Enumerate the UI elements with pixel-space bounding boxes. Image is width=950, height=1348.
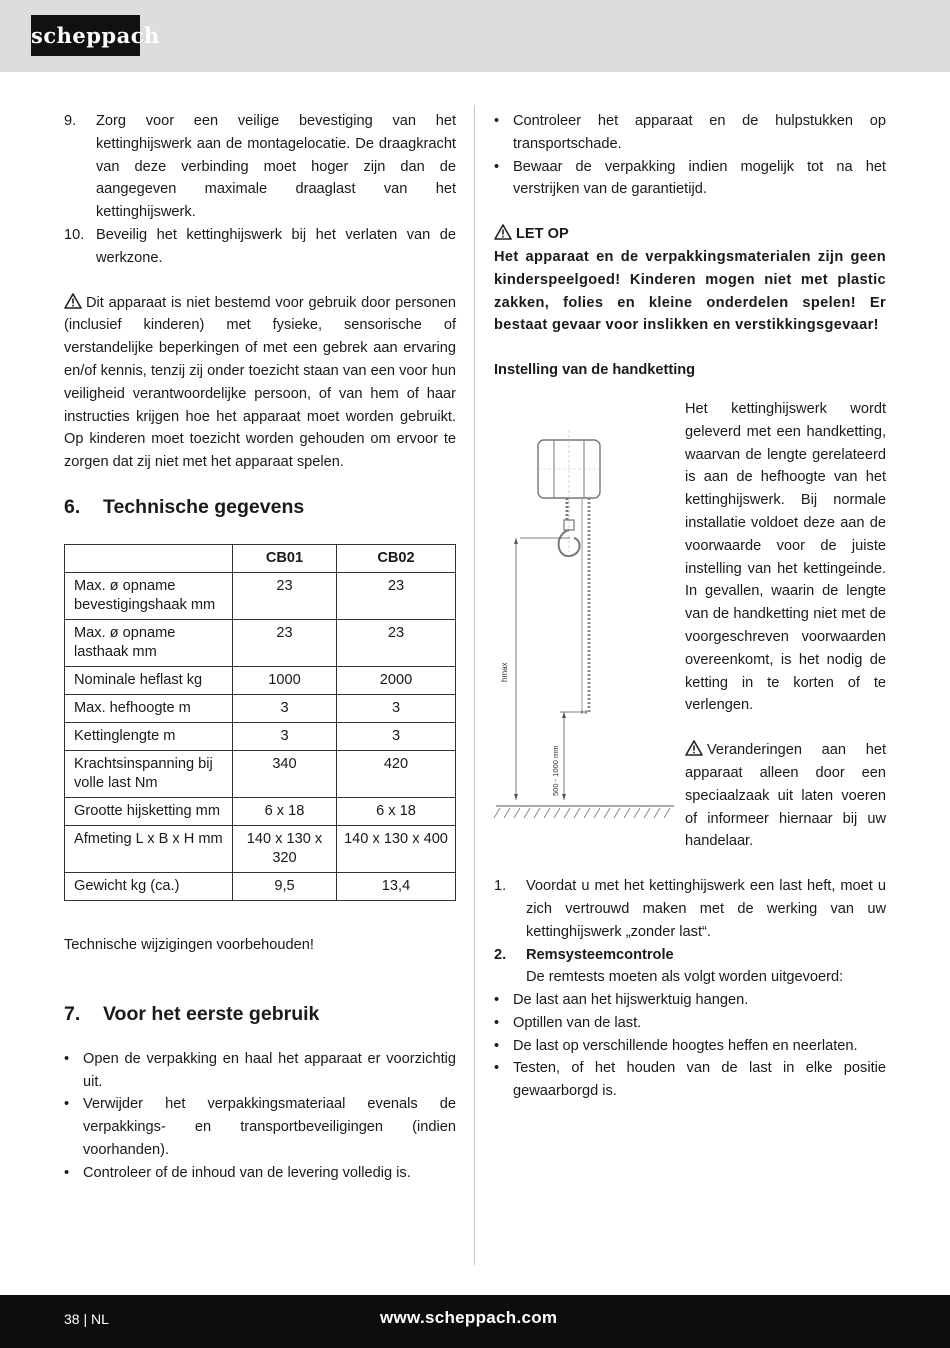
cell-cb01: 140 x 130 x 320 xyxy=(233,825,337,872)
chain-hoist-figure xyxy=(494,422,678,822)
item-text: Voordat u met het kettinghijswerk een last heft, moet u zich vertrouwd maken met de werking van uw kettinghijswerk „zonder last“. xyxy=(526,878,886,940)
cell-cb02: 6 x 18 xyxy=(337,797,456,825)
list-item xyxy=(64,110,456,224)
bullet: • xyxy=(494,113,500,129)
item-number: 1. xyxy=(494,878,507,895)
left-column xyxy=(64,110,456,1185)
page-number: 38 | NL xyxy=(64,1311,109,1327)
list-item xyxy=(494,875,886,943)
caution-title xyxy=(494,223,886,246)
item-text: De last op verschillende hoogtes heffen en neerlaten. xyxy=(513,1037,858,1054)
bullet: • xyxy=(64,1050,70,1067)
item-text: De remtests moeten als volgt worden uitgevoerd: xyxy=(526,969,844,986)
warning-paragraph xyxy=(64,292,456,474)
subheading: Instelling van de handketting xyxy=(494,362,696,379)
item-number: 9. xyxy=(64,113,77,129)
table-row xyxy=(65,750,456,797)
warning-icon xyxy=(685,740,703,756)
list-item xyxy=(64,224,456,270)
item-text: Testen, of het houden van de last in elke positie gewaarborgd is. xyxy=(513,1060,886,1100)
row-label: Gewicht kg (ca.) xyxy=(65,872,233,900)
warning-text: Dit apparaat is niet bestemd voor gebruik door personen (inclusief kinderen) met fysieke, sensorische of verstandelijke beperkingen of met een gebrek aan ervaring en/of kennis, tenzij zij onder toezicht staan van een voor hun veiligheid verantwoordelijke persoon, of van hem of haar instructies krijgen hoe het apparaat moet worden gebruikt. Op kinderen moet toezicht worden gehouden om ervoor te zorgen dat zij niet met het apparaat spelen. xyxy=(64,294,456,471)
cell-cb02: 23 xyxy=(337,619,456,666)
row-label: Max. ø opname bevestigingshaak mm xyxy=(65,572,233,619)
list-item xyxy=(494,110,886,156)
list-item xyxy=(494,1057,886,1103)
cell-cb02: 140 x 130 x 400 xyxy=(337,825,456,872)
item-text: Verwijder het verpakkingsmateriaal evenals de verpakkings- en transportbeveiligingen (indien voorhanden). xyxy=(83,1096,456,1158)
table-row xyxy=(65,825,456,872)
section-heading-7 xyxy=(64,1001,456,1027)
caution-text: Het apparaat en de verpakkingsmaterialen zijn geen kinderspeelgoed! Kinderen mogen niet met plastic zakken, folies en kleine onderdelen spelen! Er bestaat gevaar voor inslikken en verstikkingsgevaar! xyxy=(494,248,886,334)
right-column xyxy=(494,110,886,1103)
item-text: Controleer of de inhoud van de levering volledig is. xyxy=(83,1164,411,1181)
row-label: Grootte hijsketting mm xyxy=(65,797,233,825)
cell-cb01: 9,5 xyxy=(233,872,337,900)
item-text: Beveilig het kettinghijswerk bij het verlaten van de werkzone. xyxy=(96,226,456,266)
item-number: 10. xyxy=(64,226,85,243)
list-item xyxy=(64,1093,456,1161)
cell-cb02: 3 xyxy=(337,694,456,722)
row-label: Max. ø opname lasthaak mm xyxy=(65,619,233,666)
bullet: • xyxy=(494,1014,500,1031)
list-item xyxy=(64,1162,456,1185)
table-header-row xyxy=(65,544,456,572)
float-warning xyxy=(685,739,886,853)
float-warning-text: Veranderingen aan het apparaat alleen door een speciaalzaak uit laten voeren of informeer hiernaar bij uw handelaar. xyxy=(685,742,886,850)
bullet: • xyxy=(64,1164,70,1181)
list-item xyxy=(494,989,886,1012)
brand-logo: scheppach xyxy=(31,15,140,56)
cell-cb02: 420 xyxy=(337,750,456,797)
website-link[interactable]: www.scheppach.com xyxy=(380,1308,558,1327)
table-row xyxy=(65,797,456,825)
cell-cb02: 3 xyxy=(337,722,456,750)
item-text: Zorg voor een veilige bevestiging van het kettinghijswerk aan de montagelocatie. De draagkracht van deze verbinding moet hoger zijn dan de aangegeven maximale draaglast van het kettinghijswerk. xyxy=(96,113,456,221)
bullet-list xyxy=(64,1048,456,1185)
table-row xyxy=(65,619,456,666)
section-title: Technische gegevens xyxy=(103,495,305,518)
cell-cb02: 13,4 xyxy=(337,872,456,900)
bullet: • xyxy=(64,1096,70,1113)
hmax-label: hmax xyxy=(500,662,509,682)
item-text: De last aan het hijswerktuig hangen. xyxy=(513,992,749,1009)
table-row xyxy=(65,694,456,722)
bullet: • xyxy=(494,158,500,175)
page-header xyxy=(0,0,950,72)
technical-note: Technische wijzigingen voorbehouden! xyxy=(64,936,314,953)
section-title: Voor het eerste gebruik xyxy=(103,1002,320,1025)
item-number: 2. xyxy=(494,946,507,963)
item-text: Open de verpakking en haal het apparaat er voorzichtig uit. xyxy=(83,1050,456,1090)
list-item xyxy=(64,1048,456,1094)
list-item xyxy=(494,1035,886,1058)
warning-icon xyxy=(494,224,512,240)
item-text: Controleer het apparaat en de hulpstukken op transportschade. xyxy=(513,113,886,152)
row-label: Max. hefhoogte m xyxy=(65,694,233,722)
cell-cb02: 23 xyxy=(337,572,456,619)
cell-cb02: 2000 xyxy=(337,666,456,694)
caution-label: LET OP xyxy=(516,226,569,243)
cell-cb01: 3 xyxy=(233,694,337,722)
cell-cb01: 3 xyxy=(233,722,337,750)
page-footer xyxy=(0,1295,950,1348)
table-row xyxy=(65,872,456,900)
section-heading-6 xyxy=(64,494,456,520)
bullet: • xyxy=(494,992,500,1009)
cell-cb01: 23 xyxy=(233,619,337,666)
item-text: Bewaar de verpakking indien mogelijk tot na het verstrijken van de garantietijd. xyxy=(513,158,886,198)
list-item xyxy=(494,156,886,202)
row-label: Afmeting L x B x H mm xyxy=(65,825,233,872)
row-label: Kettinglengte m xyxy=(65,722,233,750)
section-number: 7. xyxy=(64,1002,81,1025)
row-label: Krachtsinspanning bij volle last Nm xyxy=(65,750,233,797)
list-item xyxy=(494,1012,886,1035)
header-cell xyxy=(65,544,233,572)
header-cell: CB02 xyxy=(337,544,456,572)
table-row xyxy=(65,572,456,619)
handchain-description: Het kettinghijswerk wordt geleverd met een handketting, waarvan de lengte gerelateerd is aan de hefhoogte van het kettinghijswerk. Bij normale installatie voldoet deze aan de voorwaarde voor de juiste instelling van het kettingeinde. In gevallen, waarin de lengte van de handketting niet met de voorgeschreven voorwaarden overeenkomt, is het nodig de ketting in te korten of te verlengen. xyxy=(685,400,886,714)
warning-icon xyxy=(64,293,82,309)
dimension-label: 500 - 1000 mm xyxy=(551,745,560,796)
column-divider xyxy=(474,105,475,1265)
cell-cb01: 340 xyxy=(233,750,337,797)
table-row xyxy=(65,666,456,694)
header-cell: CB01 xyxy=(233,544,337,572)
item-text: Optillen van de last. xyxy=(513,1014,642,1031)
item-title: Remsysteemcontrole xyxy=(526,946,674,963)
cell-cb01: 23 xyxy=(233,572,337,619)
section-number: 6. xyxy=(64,495,81,518)
bullet: • xyxy=(494,1060,500,1077)
spec-table xyxy=(64,544,456,901)
table-row xyxy=(65,722,456,750)
row-label: Nominale heflast kg xyxy=(65,666,233,694)
list-item xyxy=(494,944,886,990)
cell-cb01: 1000 xyxy=(233,666,337,694)
cell-cb01: 6 x 18 xyxy=(233,797,337,825)
bullet: • xyxy=(494,1037,500,1054)
